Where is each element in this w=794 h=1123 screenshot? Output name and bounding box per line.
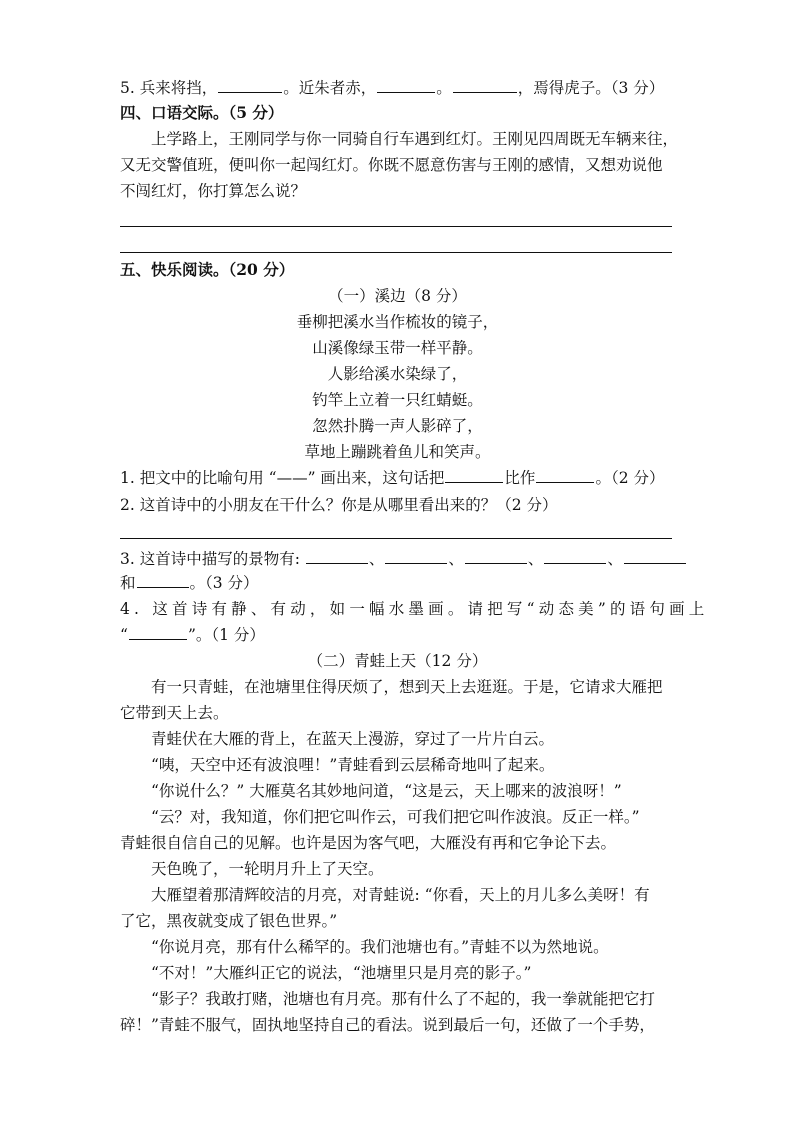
story-line: 了它，黑夜就变成了银色世界。”	[120, 912, 338, 930]
answer-blank[interactable]	[445, 467, 503, 483]
answer-blank[interactable]	[624, 548, 686, 564]
story-line: “不对！”大雁纠正它的说法，“池塘里只是月亮的影子。”	[151, 964, 532, 982]
question-3: 3. 这首诗中描写的景物有: 、 、 、 、	[120, 547, 675, 571]
story-line: “影子？我敢打赌，池塘也有月亮。那有什么了不起的，我一拳就能把它打	[151, 990, 655, 1008]
question-1: 1. 把文中的比喻句用 “——” 画出来，这句话把 比作 。（2 分）	[120, 469, 665, 487]
answer-blank[interactable]	[377, 77, 435, 93]
story-line: 碎！”青蛙不服气，固执地坚持自己的看法。说到最后一句，还做了一个手势，	[120, 1016, 655, 1034]
answer-blank[interactable]	[218, 77, 282, 93]
answer-line[interactable]	[120, 252, 672, 253]
story-line: 天色晚了，一轮明月升上了天空。	[151, 860, 384, 878]
story-line: “云？对，我知道，你们把它叫作云，可我们把它叫作波浪。反正一样。”	[151, 808, 640, 826]
story-line: 青蛙伏在大雁的背上，在蓝天上漫游，穿过了一片片白云。	[151, 730, 555, 748]
story-line: 它带到天上去。	[120, 704, 229, 722]
story-title: （二）青蛙上天（12 分）	[307, 652, 488, 670]
answer-blank[interactable]	[306, 548, 368, 564]
answer-blank[interactable]	[385, 548, 447, 564]
poem-line: 垂柳把溪水当作梳妆的镜子，	[296, 313, 499, 331]
poem-line: 忽然扑腾一声人影碎了，	[312, 417, 483, 435]
answer-line[interactable]	[120, 226, 672, 227]
poem-line: 山溪像绿玉带一样平静。	[312, 339, 483, 357]
story-line: “你说什么？” 大雁莫名其妙地问道，“这是云，天上哪来的波浪呀！”	[151, 782, 622, 800]
answer-blank[interactable]	[544, 548, 606, 564]
answer-blank[interactable]	[453, 77, 517, 93]
poem-line: 人影给溪水染绿了，	[327, 365, 468, 383]
story-line: “你说月亮，那有什么稀罕的。我们池塘也有。”青蛙不以为然地说。	[151, 938, 609, 956]
answer-line[interactable]	[120, 538, 672, 539]
story-line: “咦，天空中还有波浪哩！”青蛙看到云层稀奇地叫了起来。	[151, 756, 555, 774]
question-5: 5. 兵来将挡， 。近朱者赤， 。 ，焉得虎子。（3 分）	[120, 79, 665, 97]
section-4-text: 上学路上，王刚同学与你一同骑自行车遇到红灯。王刚见四周既无车辆来往，	[151, 130, 679, 148]
question-4-cont: “ ”。（1 分）	[120, 626, 265, 644]
question-3-cont: 和 。（3 分）	[120, 574, 259, 592]
question-4: 4. 这首诗有静、有动，如一幅水墨画。请把写“动态美”的语句画上	[120, 600, 709, 618]
poem-line: 草地上蹦跳着鱼儿和笑声。	[304, 443, 491, 461]
story-line: 大雁望着那清辉皎洁的月亮，对青蛙说: “你看，天上的月儿多么美呀！有	[151, 886, 650, 904]
story-line: 青蛙很自信自己的见解。也许是因为客气吧，大雁没有再和它争论下去。	[120, 834, 617, 852]
section-4-text: 不闯红灯，你打算怎么说？	[120, 182, 307, 200]
answer-blank[interactable]	[465, 548, 527, 564]
poem-line: 钓竿上立着一只红蜻蜓。	[312, 391, 483, 409]
answer-blank[interactable]	[129, 624, 187, 640]
section-4-title: 四、口语交际。（5 分）	[120, 103, 284, 122]
section-5-title: 五、快乐阅读。（20 分）	[120, 260, 295, 279]
story-line: 有一只青蛙，在池塘里住得厌烦了，想到天上去逛逛。于是，它请求大雁把	[151, 678, 663, 696]
answer-blank[interactable]	[137, 572, 189, 588]
answer-blank[interactable]	[536, 467, 594, 483]
section-4-text: 又无交警值班，便叫你一起闯红灯。你既不愿意伤害与王刚的感情，又想劝说他	[120, 156, 663, 174]
question-2: 2. 这首诗中的小朋友在干什么？你是从哪里看出来的？（2 分）	[120, 496, 558, 514]
poem-title: （一）溪边（8 分）	[328, 287, 467, 305]
